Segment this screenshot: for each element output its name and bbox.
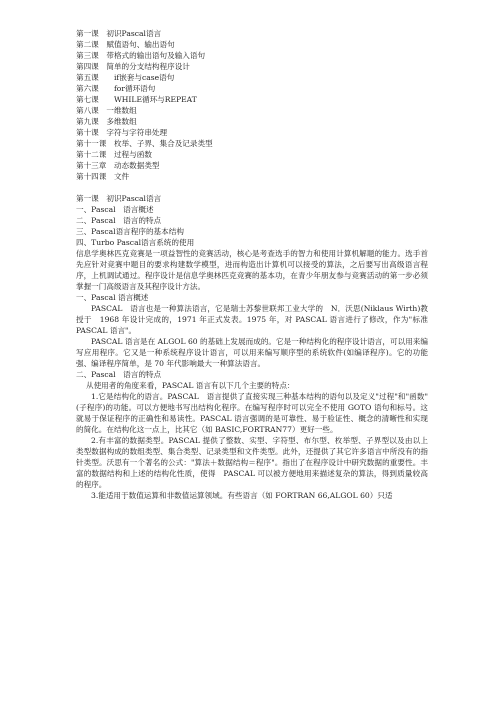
paragraph: 2.有丰富的数据类型。PASCAL 提供了整数、实型、字符型、布尔型、枚举型、子界型以及由以上类型数据构成的数组类型、集合类型、记录类型和文件类型。此外，还提供了其它许多语言中所没有的指针类型。沃思有一个著名的公式："算法＋数据结构＝程序"。指出了在程序设计中研究数据的重要性。丰富的数据结构和上述的结构化性质，使得 PASCAL 可以被方便地用来描述复杂的算法，得到质量较高的程序。 <box>76 436 428 489</box>
section-heading: 一、Pascal 语言概述 <box>76 293 149 302</box>
section-heading: 二、Pascal 语言的特点 <box>76 370 162 379</box>
toc-item: 第十课 字符与字符串处理 <box>76 128 168 137</box>
outline-item: 二、Pascal 语言的特点 <box>76 216 162 225</box>
toc-item: 第十二课 过程与函数 <box>76 150 152 159</box>
intro-paragraph: 信息学奥林匹克竞赛是一项益智性的竞赛活动，核心是考查选手的智力和使用计算机解题的能力。选手首先应针对竞赛中题目的要求构建数学模型，进而构造出计算机可以接受的算法，之后要写出高级语言程序，上机调试通过。程序设计是信息学奥林匹克竞赛的基本功，在青少年朋友参与竞赛活动的第一步必须掌握一门高级语言及其程序设计方法。 <box>76 249 428 291</box>
toc-item: 第八课 一维数组 <box>76 106 137 115</box>
toc-item: 第六课 for循环语句 <box>76 84 156 93</box>
outline-item: 一、Pascal 语言概述 <box>76 205 154 214</box>
lesson-outline <box>76 204 428 248</box>
toc-item: 第三课 带格式的输出语句及输入语句 <box>76 51 206 60</box>
toc-item: 第一课 初识Pascal语言 <box>76 29 162 38</box>
outline-item: 四、Turbo Pascal语言系统的使用 <box>76 238 195 247</box>
toc-item: 第四课 简单的分支结构程序设计 <box>76 62 190 71</box>
toc-item: 第十三章 动态数据类型 <box>76 161 160 170</box>
outline-item: 三、Pascal语言程序的基本结构 <box>76 227 184 236</box>
lesson-heading: 第一课 初识Pascal语言 <box>76 194 162 203</box>
toc-item: 第二课 赋值语句、输出语句 <box>76 40 175 49</box>
table-of-contents <box>76 28 428 182</box>
toc-item: 第十一课 枚举、子界、集合及记录类型 <box>76 139 213 148</box>
paragraph: 3.能适用于数值运算和非数值运算领域。有些语言（如 FORTRAN 66,ALGOL 60）只适 <box>91 491 393 500</box>
paragraph: 从使用者的角度来看，PASCAL 语言有以下几个主要的特点： <box>86 381 295 390</box>
paragraph: PASCAL 语言是在 ALGOL 60 的基础上发展而成的。它是一种结构化的程序设计语言，可以用来编写应用程序。它又是一种系统程序设计语言，可以用来编写顺序型的系统软件(如编译程序)。它的功能强、编译程序简单，是 70 年代影响最大一种算法语言。 <box>76 337 428 368</box>
paragraph: 1.它是结构化的语言。PASCAL 语言提供了直接实现三种基本结构的语句以及定义"过程"和"函数"(子程序)的功能。可以方便地书写出结构化程序。在编写程序时可以完全不使用 GOTO 语句和标号。这就易于保证程序的正确性和易读性。PASCAL 语言强调的是可靠性、易于验证性、概念的清晰性和实现的简化。在结构化这一点上，比其它（如 BASIC,FORTRAN77）更好一些。 <box>76 392 428 434</box>
toc-item: 第五课 if嵌套与case语句 <box>76 73 175 82</box>
toc-item: 第九课 多维数组 <box>76 117 137 126</box>
paragraph: PASCAL 语言也是一种算法语言，它是瑞士苏黎世联邦工业大学的 N．沃思(Niklaus Wirth)教授于 1968 年设计完成的，1971 年正式发表。1975 年，对 PASCAL 语言进行了修改，作为"标准 PASCAL 语言"。 <box>76 304 428 335</box>
toc-item: 第七课 WHILE循环与REPEAT <box>76 95 197 104</box>
toc-item: 第十四课 文件 <box>76 172 130 181</box>
document-page <box>76 28 428 501</box>
